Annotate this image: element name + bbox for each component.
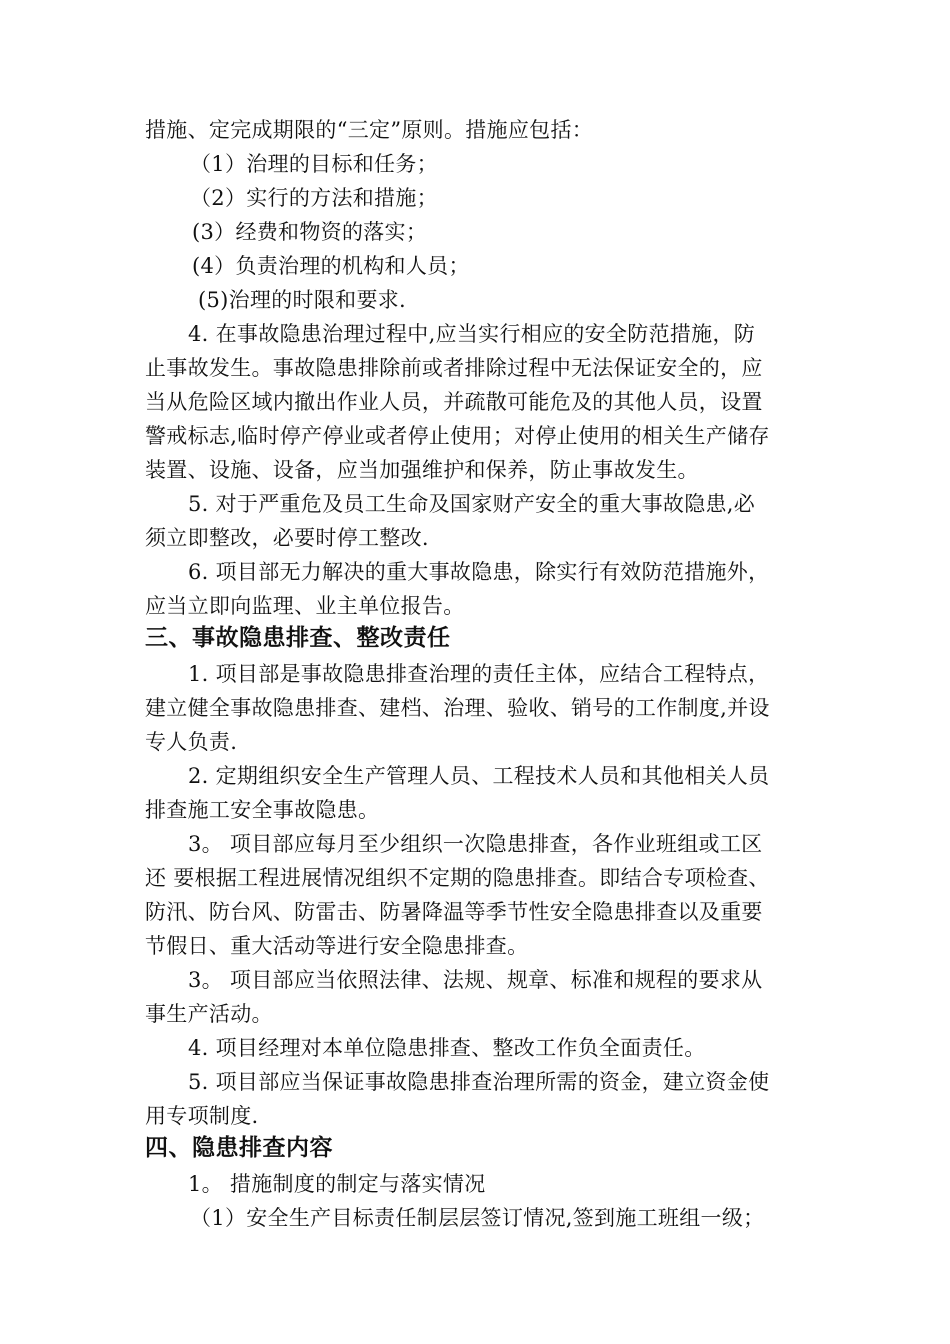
paragraph-line: 3。 项目部应每月至少组织一次隐患排查，各作业班组或工区 <box>188 832 763 856</box>
paragraph-line: 4. 在事故隐患治理过程中,应当实行相应的安全防范措施，防 <box>188 322 756 346</box>
paragraph-line: 5. 项目部应当保证事故隐患排查治理所需的资金，建立资金使 <box>188 1070 770 1094</box>
paragraph-line: 警戒标志,临时停产停业或者停止使用；对停止使用的相关生产储存 <box>145 424 770 448</box>
list-item: (4）负责治理的机构和人员； <box>192 254 470 278</box>
paragraph-line: 应当立即向监理、业主单位报告。 <box>145 594 465 618</box>
paragraph-line: 事生产活动。 <box>145 1002 273 1026</box>
list-item: （1）安全生产目标责任制层层签订情况,签到施工班组一级； <box>190 1206 765 1230</box>
paragraph-line: 1. 项目部是事故隐患排查治理的责任主体，应结合工程特点， <box>188 662 770 686</box>
section-heading: 四、隐患排查内容 <box>145 1135 333 1161</box>
paragraph-line: 建立健全事故隐患排查、建档、治理、验收、销号的工作制度,并设 <box>145 696 770 720</box>
list-item: （2）实行的方法和措施； <box>190 186 438 210</box>
paragraph-line: 4. 项目经理对本单位隐患排查、整改工作负全面责任。 <box>188 1036 706 1060</box>
section-heading: 三、事故隐患排查、整改责任 <box>145 625 451 651</box>
list-item: (3）经费和物资的落实； <box>192 220 428 244</box>
paragraph-line: 装置、设施、设备，应当加强维护和保养，防止事故发生。 <box>145 458 699 482</box>
body-line: 措施、定完成期限的“三定”原则。措施应包括： <box>145 118 594 142</box>
list-item: (5)治理的时限和要求. <box>198 288 407 312</box>
paragraph-line: 须立即整改，必要时停工整改. <box>145 526 429 550</box>
paragraph-line: 止事故发生。事故隐患排除前或者排除过程中无法保证安全的，应 <box>145 356 763 380</box>
paragraph-line: 防汛、防台风、防雷击、防暑降温等季节性安全隐患排查以及重要 <box>145 900 763 924</box>
list-item: （1）治理的目标和任务； <box>190 152 438 176</box>
paragraph-line: 5. 对于严重危及员工生命及国家财产安全的重大事故隐患,必 <box>188 492 756 516</box>
paragraph-line: 当从危险区域内撤出作业人员，并疏散可能危及的其他人员，设置 <box>145 390 763 414</box>
paragraph-line: 用专项制度. <box>145 1104 259 1128</box>
paragraph-line: 排查施工安全事故隐患。 <box>145 798 380 822</box>
paragraph-line: 6. 项目部无力解决的重大事故隐患，除实行有效防范措施外， <box>188 560 770 584</box>
paragraph-line: 专人负责. <box>145 730 238 754</box>
paragraph-line: 1。 措施制度的制定与落实情况 <box>188 1172 486 1196</box>
paragraph-line: 3。 项目部应当依照法律、法规、规章、标准和规程的要求从 <box>188 968 763 992</box>
paragraph-line: 2. 定期组织安全生产管理人员、工程技术人员和其他相关人员 <box>188 764 770 788</box>
paragraph-line: 节假日、重大活动等进行安全隐患排查。 <box>145 934 529 958</box>
paragraph-line: 还 要根据工程进展情况组织不定期的隐患排查。即结合专项检查、 <box>145 866 770 890</box>
